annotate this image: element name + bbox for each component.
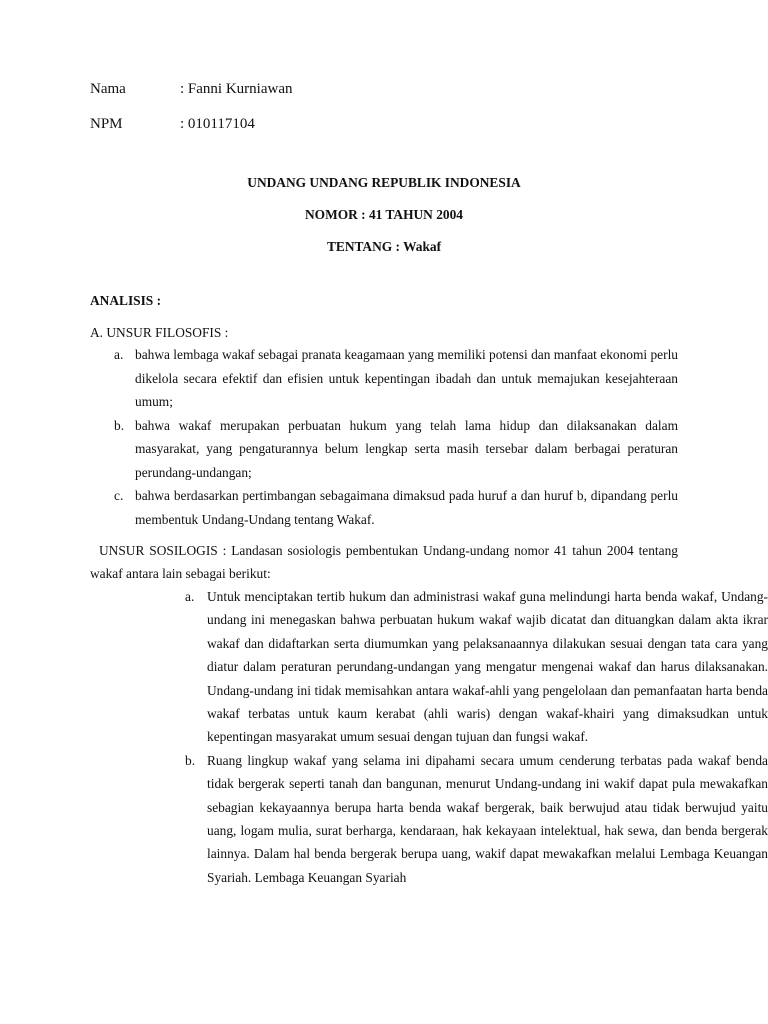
list-item bbox=[90, 749, 768, 889]
document-title bbox=[90, 173, 678, 257]
npm-label: NPM bbox=[90, 116, 123, 132]
list-item bbox=[90, 585, 768, 749]
name-value: : Fanni Kurniawan bbox=[180, 81, 293, 97]
list-marker: b. bbox=[185, 752, 196, 768]
list-item-text: bahwa berdasarkan pertimbangan sebagaimana dimaksud pada huruf a dan huruf b, dipandang perlu membentuk Undang-Undang tentang Wakaf. bbox=[135, 488, 678, 527]
document-page bbox=[90, 78, 768, 889]
name-field bbox=[90, 78, 678, 100]
list-marker: b. bbox=[114, 417, 125, 433]
sosiologis-paragraph: UNSUR SOSILOGIS : Landasan sosiologis pembentukan Undang-undang nomor 41 tahun 2004 tentang wakaf antara lain sebagai berikut: bbox=[90, 543, 678, 581]
title-law-subject: TENTANG : Wakaf bbox=[326, 239, 442, 254]
npm-value: : 010117104 bbox=[180, 116, 255, 132]
list-item bbox=[90, 414, 678, 485]
list-marker: c. bbox=[114, 488, 124, 503]
analysis-heading: ANALISIS : bbox=[90, 293, 162, 308]
title-law-name: UNDANG UNDANG REPUBLIK INDONESIA bbox=[247, 175, 521, 190]
list-item-text: bahwa wakaf merupakan perbuatan hukum yang telah lama hidup dan dilaksanakan dalam masyarakat, yang pengaturannya belum lengkap serta masih tersebar dalam berbagai peraturan perundang-undangan; bbox=[135, 417, 678, 480]
list-item-text: Untuk menciptakan tertib hukum dan administrasi wakaf guna melindungi harta benda wakaf, Undang-undang ini menegaskan bahwa perbuatan hukum wakaf wajib dicatat dan dituangkan dalam akta ikrar wakaf dan didaftarkan serta diumumkan yang pelaksanaannya dilakukan sesuai dengan tata cara yang diatur dalam peraturan perundang-undangan yang mengatur mengenai wakaf dan harus dilaksanakan. Undang-undang ini tidak memisahkan antara wakaf-ahli yang pengelolaan dan pemanfaatan harta benda wakaf terbatas untuk kaum kerabat (ahli waris) dengan wakaf-khairi yang dimaksudkan untuk kepentingan masyarakat umum sesuai dengan tujuan dan fungsi wakaf. bbox=[207, 589, 768, 745]
filosofis-list bbox=[90, 343, 678, 531]
list-marker: a. bbox=[114, 347, 124, 362]
name-label: Nama bbox=[90, 81, 126, 97]
list-item bbox=[90, 343, 678, 414]
title-law-number: NOMOR : 41 TAHUN 2004 bbox=[305, 207, 463, 222]
list-item bbox=[90, 484, 678, 531]
list-item-text: Ruang lingkup wakaf yang selama ini dipahami secara umum cenderung terbatas pada wakaf benda tidak bergerak seperti tanah dan bangunan, menurut Undang-undang ini wakif dapat pula mewakafkan sebagian kekayaannya berupa harta benda wakaf bergerak, baik berwujud atau tidak berwujud yaitu uang, logam mulia, surat berharga, kendaraan, hak kekayaan intelektual, hak sewa, dan benda bergerak lainnya. Dalam hal benda bergerak berupa uang, wakif dapat mewakafkan melalui Lembaga Keuangan Syariah. Lembaga Keuangan Syariah bbox=[207, 752, 768, 885]
npm-field bbox=[90, 113, 678, 135]
list-marker: a. bbox=[185, 589, 195, 604]
filosofis-heading: A. UNSUR FILOSOFIS : bbox=[90, 325, 229, 340]
sosiologis-list bbox=[90, 585, 768, 889]
list-item-text: bahwa lembaga wakaf sebagai pranata keagamaan yang memiliki potensi dan manfaat ekonomi perlu dikelola secara efektif dan efisien untuk kepentingan ibadah dan untuk memajukan kesejahteraan umum; bbox=[135, 347, 678, 409]
